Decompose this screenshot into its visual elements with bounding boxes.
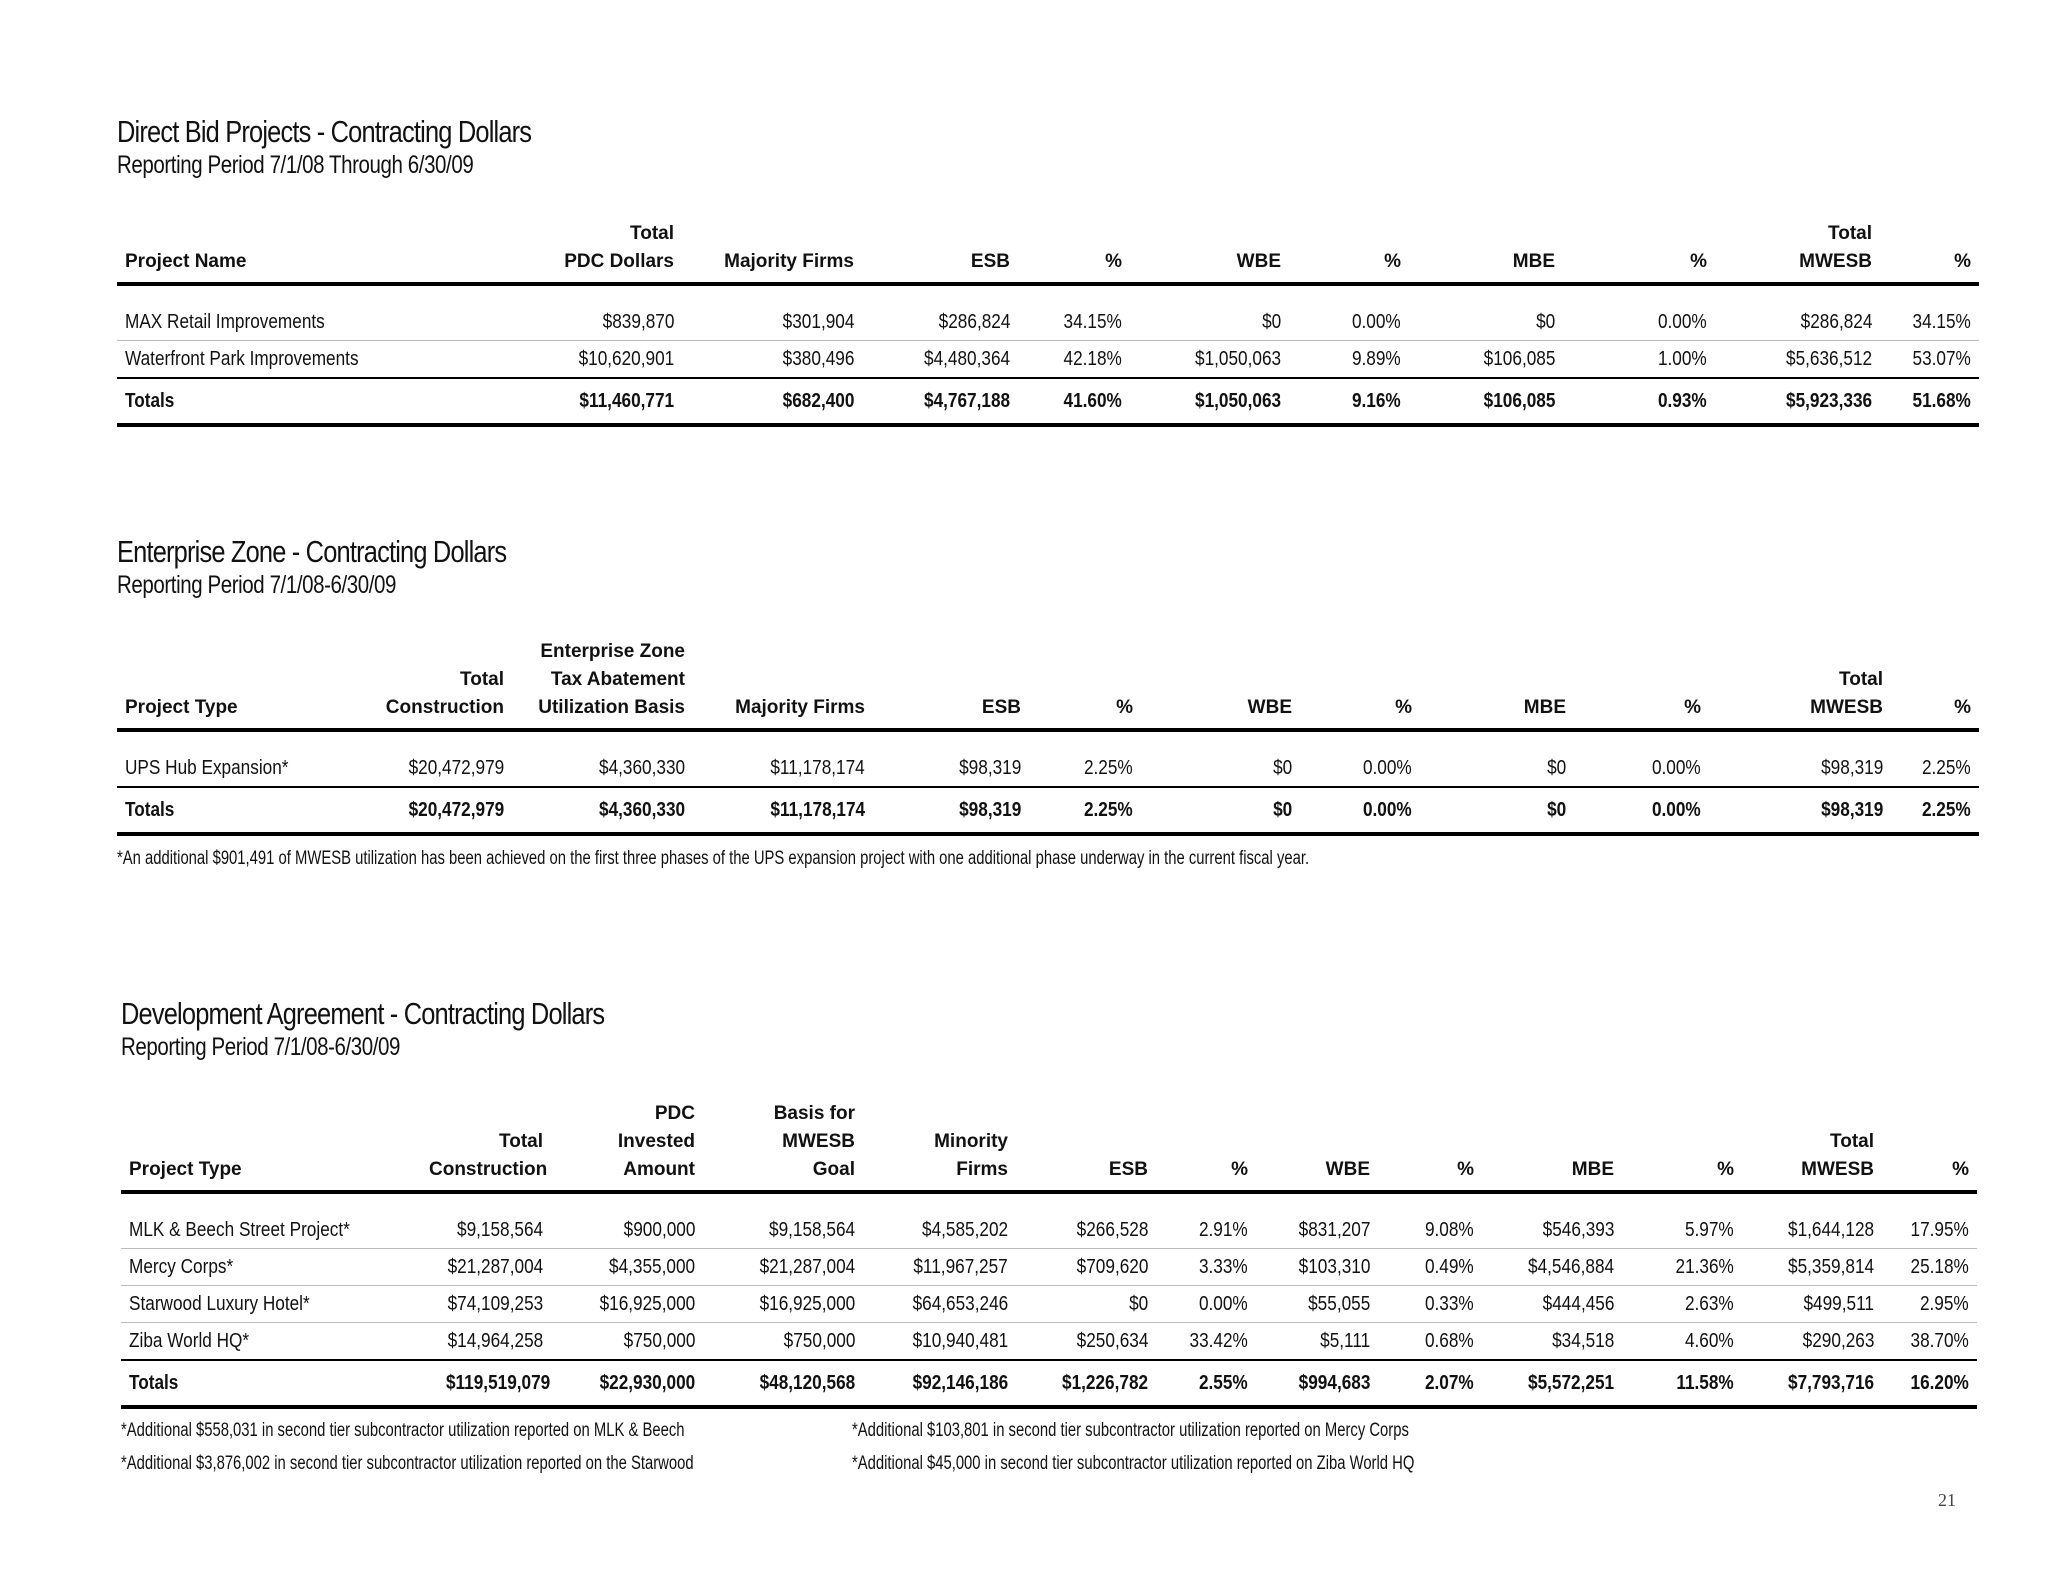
cell: 51.68% (1912, 389, 1971, 412)
cell: $7,793,716 (1787, 1371, 1874, 1394)
cell: $9,158,564 (768, 1218, 855, 1241)
section-title: Development Agreement - Contracting Dollars (121, 996, 605, 1031)
col-header: Project Type (125, 697, 238, 718)
ups-footnote: *An additional $901,491 of MWESB utilization has been achieved on the first three phases of the UPS expansion project with one additional phase underway in the current fiscal year. (117, 848, 1310, 869)
cell: $266,528 (1076, 1218, 1148, 1241)
col-header: % (1384, 251, 1401, 272)
cell: $106,085 (1483, 347, 1555, 370)
cell: 1.00% (1658, 347, 1707, 370)
cell: 2.25% (1922, 798, 1971, 821)
cell: 11.58% (1676, 1371, 1734, 1394)
col-header: WBE (1247, 697, 1292, 718)
cell: $301,904 (782, 310, 854, 333)
cell: 0.68% (1425, 1329, 1474, 1352)
cell: $750,000 (783, 1329, 855, 1352)
col-header: Project Name (125, 251, 247, 272)
cell: MLK & Beech Street Project* (129, 1218, 350, 1241)
col-header: ESB (1108, 1159, 1148, 1180)
col-header: Minority Firms (934, 1131, 1008, 1180)
cell: 0.00% (1363, 756, 1412, 779)
cell: 2.91% (1199, 1218, 1248, 1241)
cell: 21.36% (1675, 1255, 1734, 1278)
cell: $20,472,979 (408, 756, 504, 779)
cell: $4,546,884 (1527, 1255, 1614, 1278)
cell: 9.08% (1425, 1218, 1474, 1241)
cell: $5,111 (1319, 1329, 1370, 1352)
cell: 25.18% (1910, 1255, 1969, 1278)
cell: $92,146,186 (912, 1371, 1008, 1394)
cell: 0.93% (1658, 389, 1707, 412)
cell: 2.07% (1425, 1371, 1474, 1394)
cell: Totals (125, 389, 175, 412)
cell: MAX Retail Improvements (125, 310, 325, 333)
cell: $98,319 (958, 756, 1021, 779)
cell: UPS Hub Expansion* (125, 756, 289, 779)
cell: $900,000 (623, 1218, 695, 1241)
table-row (117, 284, 1979, 341)
cell: 5.97% (1685, 1218, 1734, 1241)
cell: $286,824 (1800, 310, 1872, 333)
enterprise-zone-table (117, 638, 1979, 836)
cell: 2.63% (1685, 1292, 1734, 1315)
cell: $4,585,202 (921, 1218, 1008, 1241)
cell: 16.20% (1910, 1371, 1969, 1394)
col-header: MBE (1512, 251, 1555, 272)
col-header: WBE (1236, 251, 1281, 272)
col-header: PDC Invested Amount (617, 1103, 695, 1180)
col-header: % (1717, 1159, 1734, 1180)
cell: 2.25% (1084, 756, 1133, 779)
col-header: ESB (981, 697, 1021, 718)
cell: 34.15% (1912, 310, 1971, 333)
col-header: Project Type (129, 1159, 242, 1180)
col-header: % (1457, 1159, 1474, 1180)
cell: $750,000 (623, 1329, 695, 1352)
col-header: % (1954, 251, 1971, 272)
cell: $250,634 (1076, 1329, 1148, 1352)
cell: $98,319 (1820, 756, 1883, 779)
cell: $0 (1272, 756, 1292, 779)
mercy-corps-footnote: *Additional $103,801 in second tier subcontractor utilization reported on Mercy Corps (852, 1420, 1409, 1441)
cell: $16,925,000 (599, 1292, 695, 1315)
cell: $0 (1546, 798, 1566, 821)
cell: $994,683 (1298, 1371, 1370, 1394)
col-header: ESB (970, 251, 1010, 272)
section-period: Reporting Period 7/1/08 Through 6/30/09 (117, 151, 474, 179)
cell: 2.25% (1084, 798, 1133, 821)
cell: 0.00% (1363, 798, 1412, 821)
enterprise-zone-heading (117, 534, 592, 600)
ziba-footnote: *Additional $45,000 in second tier subcontractor utilization reported on Ziba World HQ (852, 1453, 1415, 1474)
table-row (121, 1249, 1977, 1286)
cell: $0 (1272, 798, 1292, 821)
starwood-footnote: *Additional $3,876,002 in second tier subcontractor utilization reported on the Starwood (121, 1453, 694, 1474)
col-header: Basis for MWESB Goal (773, 1103, 855, 1180)
mlk-footnote: *Additional $558,031 in second tier subcontractor utilization reported on MLK & Beech (121, 1420, 685, 1441)
cell: $103,310 (1298, 1255, 1370, 1278)
cell: Totals (125, 798, 175, 821)
cell: $1,050,063 (1194, 347, 1281, 370)
cell: $11,460,771 (579, 389, 674, 412)
table-row (117, 341, 1979, 379)
cell: $839,870 (602, 310, 674, 333)
cell: $16,925,000 (759, 1292, 855, 1315)
cell: $11,967,257 (913, 1255, 1008, 1278)
cell: $682,400 (782, 389, 854, 412)
cell: 2.25% (1922, 756, 1971, 779)
section-title: Enterprise Zone - Contracting Dollars (117, 534, 507, 569)
col-header: Enterprise Zone Tax Abatement Utilization Basis (538, 641, 685, 718)
col-header: Total Construction (385, 669, 504, 718)
cell: $831,207 (1298, 1218, 1370, 1241)
cell: Starwood Luxury Hotel* (129, 1292, 310, 1315)
cell: $546,393 (1542, 1218, 1614, 1241)
cell: Waterfront Park Improvements (125, 347, 359, 370)
col-header: MBE (1571, 1159, 1614, 1180)
cell: $5,359,814 (1787, 1255, 1874, 1278)
development-agreement-heading (121, 996, 710, 1062)
direct-bid-table (117, 220, 1979, 427)
cell: $0 (1261, 310, 1281, 333)
col-header: Majority Firms (724, 251, 854, 272)
col-header: Total PDC Dollars (564, 223, 674, 272)
cell: 42.18% (1063, 347, 1122, 370)
cell: $444,456 (1542, 1292, 1614, 1315)
cell: 33.42% (1189, 1329, 1248, 1352)
cell: 4.60% (1685, 1329, 1734, 1352)
cell: $98,319 (1820, 798, 1883, 821)
cell: $21,287,004 (759, 1255, 855, 1278)
cell: $4,360,330 (598, 798, 685, 821)
col-header: % (1116, 697, 1133, 718)
totals-row (117, 378, 1979, 425)
cell: 3.33% (1199, 1255, 1248, 1278)
direct-bid-heading (117, 114, 622, 180)
col-header: Total MWESB (1799, 223, 1872, 272)
col-header: Total MWESB (1801, 1131, 1874, 1180)
col-header: % (1105, 251, 1122, 272)
cell: 34.15% (1063, 310, 1122, 333)
cell: $106,085 (1483, 389, 1555, 412)
cell: $34,518 (1551, 1329, 1614, 1352)
cell: 9.16% (1352, 389, 1401, 412)
cell: $0 (1128, 1292, 1148, 1315)
col-header: Total MWESB (1810, 669, 1883, 718)
col-header: Majority Firms (735, 697, 865, 718)
col-header: % (1684, 697, 1701, 718)
cell: $290,263 (1802, 1329, 1874, 1352)
section-period: Reporting Period 7/1/08-6/30/09 (121, 1033, 401, 1061)
col-header: % (1954, 697, 1971, 718)
cell: $380,496 (782, 347, 854, 370)
cell: $286,824 (938, 310, 1010, 333)
cell: 0.00% (1652, 756, 1701, 779)
cell: $11,178,174 (770, 756, 865, 779)
cell: $14,964,258 (447, 1329, 543, 1352)
cell: 2.95% (1920, 1292, 1969, 1315)
cell: $98,319 (958, 798, 1021, 821)
cell: $499,511 (1803, 1292, 1874, 1315)
table-row (121, 1323, 1977, 1361)
cell: $1,226,782 (1061, 1371, 1148, 1394)
cell: $709,620 (1076, 1255, 1148, 1278)
cell: $11,178,174 (770, 798, 865, 821)
section-period: Reporting Period 7/1/08-6/30/09 (117, 571, 397, 599)
cell: Ziba World HQ* (129, 1329, 250, 1352)
cell: $55,055 (1307, 1292, 1370, 1315)
cell: $4,360,330 (598, 756, 685, 779)
cell: $10,940,481 (912, 1329, 1008, 1352)
table-row (117, 730, 1979, 787)
page-number: 21 (1938, 1490, 1956, 1510)
cell: $1,050,063 (1194, 389, 1281, 412)
col-header: % (1952, 1159, 1969, 1180)
cell: $64,653,246 (912, 1292, 1008, 1315)
development-agreement-body (121, 1192, 1977, 1407)
cell: 41.60% (1063, 389, 1122, 412)
cell: $119,519,079 (445, 1371, 551, 1394)
cell: 0.00% (1352, 310, 1401, 333)
cell: 9.89% (1352, 347, 1401, 370)
development-agreement-table (121, 1100, 1977, 1409)
cell: 38.70% (1910, 1329, 1969, 1352)
cell: 0.00% (1199, 1292, 1248, 1315)
col-header: % (1231, 1159, 1248, 1180)
section-title: Direct Bid Projects - Contracting Dollars (117, 114, 532, 149)
cell: $4,767,188 (923, 389, 1010, 412)
cell: $4,355,000 (608, 1255, 695, 1278)
cell: $5,572,251 (1527, 1371, 1614, 1394)
cell: 0.33% (1425, 1292, 1474, 1315)
cell: Mercy Corps* (129, 1255, 234, 1278)
cell: $5,636,512 (1785, 347, 1872, 370)
cell: $10,620,901 (578, 347, 674, 370)
table-header-row (117, 220, 1979, 284)
cell: $20,472,979 (408, 798, 504, 821)
cell: $9,158,564 (456, 1218, 543, 1241)
table-header-row (121, 1100, 1977, 1192)
cell: $0 (1546, 756, 1566, 779)
cell: 17.95% (1910, 1218, 1969, 1241)
cell: Totals (129, 1371, 179, 1394)
col-header: Total Construction (429, 1131, 548, 1180)
cell: $0 (1535, 310, 1555, 333)
col-header: % (1395, 697, 1412, 718)
cell: $74,109,253 (447, 1292, 543, 1315)
cell: $4,480,364 (923, 347, 1010, 370)
cell: 0.00% (1658, 310, 1707, 333)
cell: 0.00% (1652, 798, 1701, 821)
cell: $22,930,000 (599, 1371, 695, 1394)
table-header-row (117, 638, 1979, 730)
cell: $5,923,336 (1785, 389, 1872, 412)
cell: 2.55% (1199, 1371, 1248, 1394)
col-header: % (1690, 251, 1707, 272)
cell: $48,120,568 (759, 1371, 855, 1394)
col-header: WBE (1325, 1159, 1370, 1180)
totals-row (121, 1360, 1977, 1407)
cell: 0.49% (1425, 1255, 1474, 1278)
cell: $21,287,004 (447, 1255, 543, 1278)
table-row (121, 1192, 1977, 1249)
totals-row (117, 787, 1979, 834)
col-header: MBE (1523, 697, 1566, 718)
cell: 53.07% (1912, 347, 1971, 370)
table-row (121, 1286, 1977, 1323)
cell: $1,644,128 (1787, 1218, 1874, 1241)
